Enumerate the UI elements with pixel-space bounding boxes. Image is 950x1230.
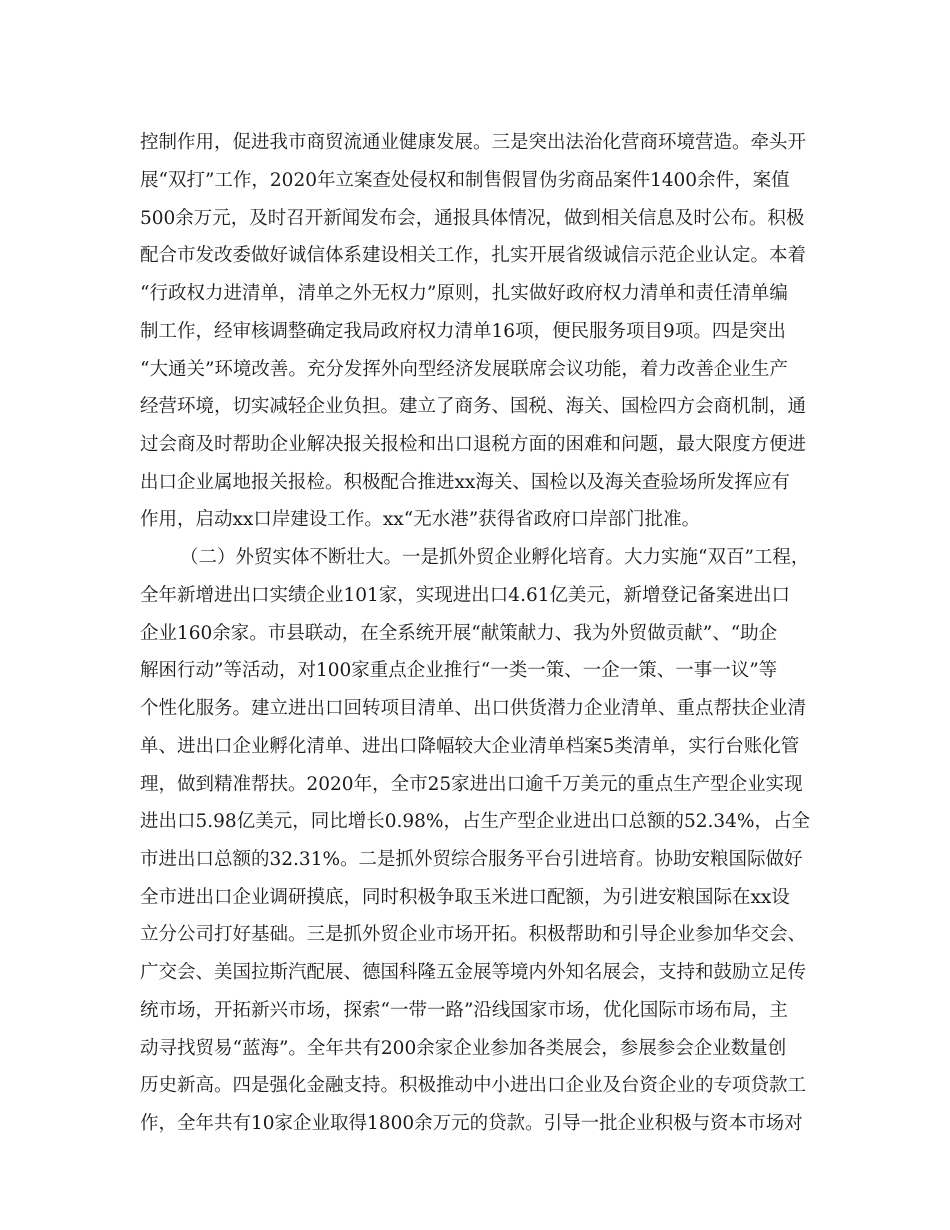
paragraph-line: 历史新高。四是强化金融支持。积极推动中小进出口企业及台资企业的专项贷款工 (140, 1075, 807, 1096)
paragraph-line: 展“双打”工作，2020年立案查处侵权和制售假冒伪劣商品案件1400余件，案值 (140, 170, 790, 191)
paragraph-line: 解困行动”等活动，对100家重点企业推行“一类一策、一企一策、一事一议”等 (140, 660, 778, 681)
paragraph-line: 配合市发改委做好诚信体系建设相关工作，扎实开展省级诚信示范企业认定。本着 (140, 245, 807, 266)
paragraph-line: 作，全年共有10家企业取得1800余万元的贷款。引导一批企业积极与资本市场对 (140, 1113, 803, 1134)
paragraph-line: 500余万元，及时召开新闻发布会，通报具体情况，做到相关信息及时公布。积极 (140, 208, 805, 229)
paragraph-line: 单、进出口企业孵化清单、进出口降幅较大企业清单档案5类清单，实行台账化管 (140, 736, 800, 757)
paragraph-line: 个性化服务。建立进出口回转项目清单、出口供货潜力企业清单、重点帮扶企业清 (140, 698, 807, 719)
paragraph-line: 出口企业属地报关报检。积极配合推进xx海关、国检以及海关查验场所发挥应有 (140, 472, 790, 493)
paragraph-line: 广交会、美国拉斯汽配展、德国科隆五金展等境内外知名展会，支持和鼓励立足传 (140, 962, 807, 983)
paragraph-line: “大通关”环境改善。充分发挥外向型经济发展联席会议功能，着力改善企业生产 (140, 359, 788, 380)
paragraph-line: 理，做到精准帮扶。2020年，全市25家进出口逾千万美元的重点生产型企业实现 (140, 774, 803, 795)
paragraph-line: 统市场，开拓新兴市场，探索“一带一路”沿线国家市场，优化国际市场布局，主 (140, 1000, 788, 1021)
paragraph-line: 过会商及时帮助企业解决报关报检和出口退税方面的困难和问题，最大限度方便进 (140, 434, 807, 455)
paragraph-line: 作用，启动xx口岸建设工作。xx“无水港”获得省政府口岸部门批准。 (140, 509, 701, 530)
paragraph-line: 企业160余家。市县联动，在全系统开展“献策献力、我为外贸做贡献”、“助企 (140, 623, 778, 644)
paragraph-line: 经营环境，切实减轻企业负担。建立了商务、国税、海关、国检四方会商机制，通 (140, 396, 807, 417)
paragraph-line: 全市进出口企业调研摸底，同时积极争取玉米进口配额，为引进安粮国际在xx设 (140, 887, 790, 908)
paragraph-line: 进出口5.98亿美元，同比增长0.98%，占生产型企业进出口总额的52.34%，占全 (140, 811, 811, 832)
paragraph-line: （二）外贸实体不断壮大。一是抓外贸企业孵化培育。大力实施“双百”工程， (180, 547, 810, 568)
paragraph-line: 立分公司打好基础。三是抓外贸企业市场开拓。积极帮助和引导企业参加华交会、 (140, 924, 807, 945)
paragraph-line: 控制作用，促进我市商贸流通业健康发展。三是突出法治化营商环境营造。牵头开 (140, 132, 807, 153)
paragraph-line: 全年新增进出口实绩企业101家，实现进出口4.61亿美元，新增登记备案进出口 (140, 585, 791, 606)
paragraph-line: 市进出口总额的32.31%。二是抓外贸综合服务平台引进培育。协助安粮国际做好 (140, 849, 803, 870)
paragraph-line: “行政权力进清单，清单之外无权力”原则，扎实做好政府权力清单和责任清单编 (140, 283, 788, 304)
paragraph-line: 制工作，经审核调整确定我局政府权力清单16项，便民服务项目9项。四是突出 (140, 321, 786, 342)
paragraph-line: 动寻找贸易“蓝海”。全年共有200余家企业参加各类展会，参展参会企业数量创 (140, 1038, 787, 1059)
